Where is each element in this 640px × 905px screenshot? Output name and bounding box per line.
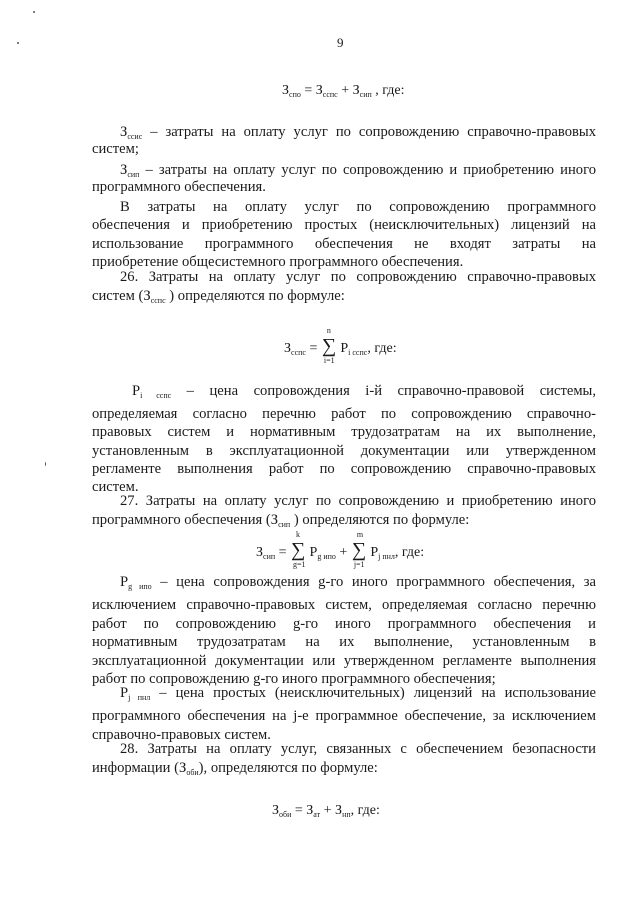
text-line: приобретение общесистемного программного обеспечения. xyxy=(92,253,464,270)
text-line: программного обеспечения. xyxy=(92,179,266,195)
text-line: работ по сопровождению g-го иного программного обеспечения; xyxy=(92,671,496,688)
paragraph-exclusion xyxy=(92,198,596,271)
scan-mark xyxy=(45,462,46,466)
formula-obi: $З_{оби} = З_{ат} + З_{нп}$, где: xyxy=(272,803,380,819)
text-line: В затраты на оплату услуг по сопровождению программного xyxy=(120,199,596,215)
text-line: обеспечения и приобретению простых (неисключительных) лицензий на xyxy=(92,217,596,234)
text-line: $P_{i сспс}$ – цена сопровождения i-й справочно-правовой системы, xyxy=(132,383,597,400)
definition-pg xyxy=(92,573,596,688)
text-line: регламенте выполнения работ по сопровождению справочно-правовых xyxy=(92,460,596,477)
text-line: 26. Затраты на оплату услуг по сопровождению справочно-правовых xyxy=(120,269,596,285)
definition-sip xyxy=(92,162,596,196)
paragraph-28 xyxy=(92,740,596,782)
scan-mark xyxy=(17,42,19,44)
text-line: систем. xyxy=(92,479,139,496)
page-number: 9 xyxy=(337,35,344,50)
text-line: 28. Затраты на оплату услуг, связанных с обеспечением безопасности xyxy=(120,741,596,757)
paragraph-26 xyxy=(92,268,596,310)
text-line: исключением справочно-правовых систем, определяемая согласно перечню xyxy=(92,597,596,614)
formula-spo: $З_{спо} = З_{сспс} + З_{сип}$ , где: xyxy=(282,83,405,99)
text-line: справочно-правовых систем. xyxy=(92,726,271,743)
formula-sspc: $З_{сспс}$ = n ∑ i=1 $P_{i сспс}$, где: xyxy=(284,326,397,365)
sum-symbol: k ∑ g=1 xyxy=(291,530,306,569)
text-line: информации $(З_{оби})$, определяются по формуле: xyxy=(92,759,378,777)
text-line: 27. Затраты на оплату услуг по сопровождению и приобретению иного xyxy=(120,493,596,509)
paragraph-27 xyxy=(92,492,596,534)
definition-pj xyxy=(92,684,596,744)
scan-mark xyxy=(33,11,35,13)
text-line: программного обеспечения на j-е программное обеспечение, за исключением xyxy=(92,708,596,725)
text-line: работ по сопровождению g-го иного программного обеспечения и xyxy=(92,615,596,632)
text-line: $P_{j пнл}$ – цена простых (неисключительных) лицензий на использование xyxy=(120,685,597,702)
text-line: нормативным трудозатратам на их выполнение, установленным в xyxy=(92,634,596,651)
text-line: $P_{g ипо}$ – цена сопровождения g-го иного программного обеспечения, за xyxy=(120,574,596,591)
text-line: эксплуатационной документации или утвержденном регламенте выполнения xyxy=(92,652,596,669)
text-line: использование программного обеспечения не входят затраты на xyxy=(92,235,596,252)
text-line: установленным в эксплуатационной документации или утвержденном xyxy=(92,442,596,459)
text-line: систем ($З_{сспс}$ ) определяются по формуле: xyxy=(92,287,345,305)
formula-sip: $З_{сип}$ = k ∑ g=1 $P_{g ипо}$ + m ∑ j=1 $P_{j пнл}$, где: xyxy=(256,530,425,569)
text-line: $З_{сип}$ – затраты на оплату услуг по сопровождению и приобретению иного xyxy=(120,162,596,179)
sum-symbol: m ∑ j=1 xyxy=(351,530,367,569)
text-line: программного обеспечения ($З_{сип}$ ) определяются по формуле: xyxy=(92,511,470,529)
text-line: систем; xyxy=(92,141,139,157)
definition-pi xyxy=(92,382,596,496)
text-line: $З_{ссис}$ – затраты на оплату услуг по сопровождению справочно-правовых xyxy=(120,124,596,141)
definition-sspc xyxy=(92,124,596,158)
sum-symbol: n ∑ i=1 xyxy=(321,326,337,365)
text-line: определяемая согласно перечню работ по сопровождению справочно- xyxy=(92,406,596,423)
text-line: правовых систем и нормативным трудозатратам на их выполнение, xyxy=(92,424,596,441)
